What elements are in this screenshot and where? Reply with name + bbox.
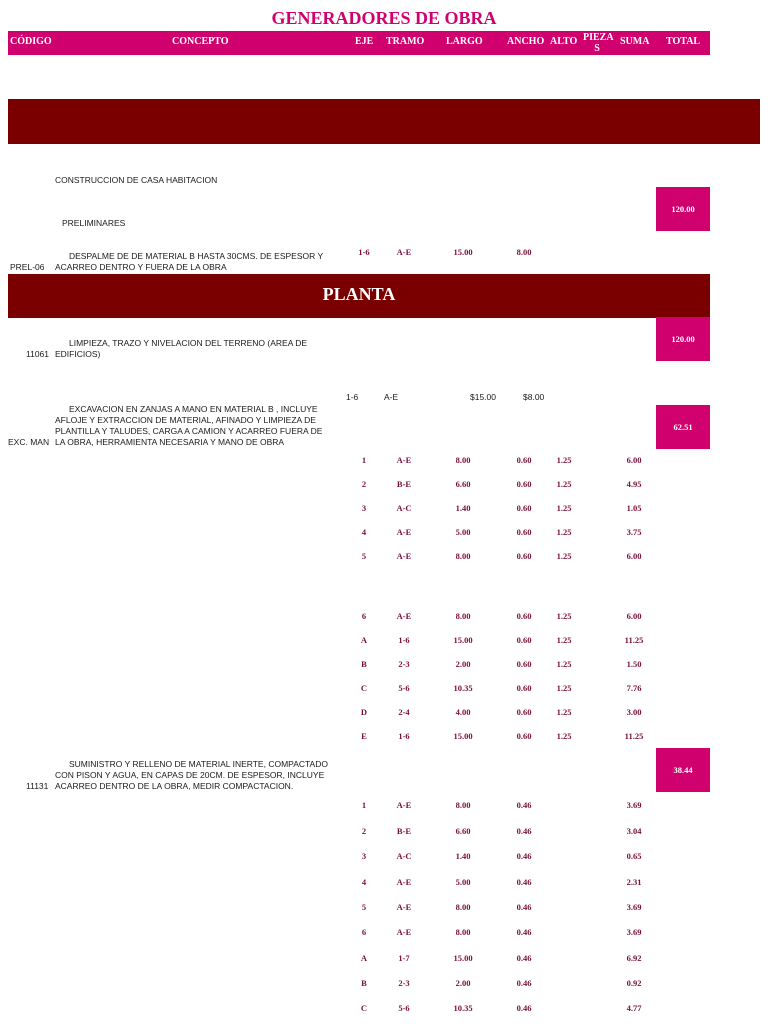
relleno-row-eje: 2 — [361, 826, 367, 836]
exc-row-largo: 10.35 — [453, 683, 473, 693]
exc-row-eje: D — [360, 707, 368, 717]
item11061-code: 11061 — [26, 349, 50, 359]
section-title: PLANTA — [322, 284, 396, 304]
relleno-row-ancho: 0.46 — [516, 902, 532, 912]
relleno-row-tramo: A-E — [396, 877, 412, 887]
relleno-row-eje: 3 — [361, 851, 367, 861]
relleno-row-eje: 6 — [361, 927, 367, 937]
exc-row-ancho: 0.60 — [516, 731, 532, 741]
exc-row-tramo: 1-6 — [398, 635, 410, 645]
exc-row-alto: 1.25 — [556, 551, 572, 561]
exc-desc-line1: EXCAVACION EN ZANJAS A MANO EN MATERIAL B , INCLUYE — [69, 404, 318, 414]
exc-row-eje: C — [360, 683, 368, 693]
relleno-row-largo: 6.60 — [455, 826, 471, 836]
prel06-desc-line2: ACARREO DENTRO Y FUERA DE LA OBRA — [55, 262, 227, 272]
relleno-row-suma: 2.31 — [626, 877, 642, 887]
relleno-row-largo: 2.00 — [455, 978, 471, 988]
exc-row-tramo: A-E — [396, 611, 412, 621]
relleno-row-ancho: 0.46 — [516, 800, 532, 810]
section-band — [8, 274, 710, 318]
relleno-row-suma: 3.69 — [626, 800, 642, 810]
exc-row-eje: 6 — [361, 611, 367, 621]
header-eje: EJE — [355, 36, 374, 47]
exc-row-alto: 1.25 — [556, 611, 572, 621]
exc-row-suma: 7.76 — [626, 683, 642, 693]
relleno-row-ancho: 0.46 — [516, 1003, 532, 1013]
exc-row-ancho: 0.60 — [516, 635, 532, 645]
exc-row-tramo: 2-3 — [398, 659, 410, 669]
relleno-row-largo: 10.35 — [453, 1003, 473, 1013]
exc-row-suma: 4.95 — [626, 479, 642, 489]
exc-row-ancho: 0.60 — [516, 683, 532, 693]
header-piezas-line2: S — [594, 43, 600, 54]
prel06-largo: 15.00 — [453, 247, 473, 257]
exc-row-alto: 1.25 — [556, 479, 572, 489]
prel06-desc-line1: DESPALME DE DE MATERIAL B HASTA 30CMS. DE ESPESOR Y — [69, 251, 324, 261]
exc-row-eje: B — [361, 659, 367, 669]
preliminares-label: PRELIMINARES — [62, 218, 126, 228]
header-concepto: CONCEPTO — [172, 36, 229, 47]
exc-row-tramo: A-E — [396, 551, 412, 561]
prel06-ancho: 8.00 — [516, 247, 532, 257]
relleno-row-eje: 1 — [361, 800, 367, 810]
relleno-row-ancho: 0.46 — [516, 953, 532, 963]
exc-row-largo: 8.00 — [455, 611, 471, 621]
exc-row-largo: 15.00 — [453, 635, 473, 645]
exc-row-tramo: B-E — [396, 479, 412, 489]
relleno-row-eje: 5 — [361, 902, 367, 912]
relleno-row-tramo: 1-7 — [398, 953, 410, 963]
item11131-code: 11131 — [26, 781, 49, 791]
exc-row-alto: 1.25 — [556, 707, 572, 717]
exc-code: EXC. MAN — [8, 437, 50, 447]
exc-row-largo: 8.00 — [455, 551, 471, 561]
exc-row-largo: 1.40 — [455, 503, 471, 513]
relleno-row-tramo: A-C — [396, 851, 412, 861]
relleno-row-tramo: 2-3 — [398, 978, 410, 988]
relleno-row-tramo: A-E — [396, 800, 412, 810]
exc-row-eje: 5 — [361, 551, 367, 561]
relleno-row-eje: B — [361, 978, 367, 988]
header-piezas-line1: PIEZA — [583, 32, 614, 43]
exc-row-ancho: 0.60 — [516, 659, 532, 669]
exc-row-ancho: 0.60 — [516, 611, 532, 621]
prel06-code: PREL-06 — [10, 262, 45, 272]
relleno-row-tramo: A-E — [396, 902, 412, 912]
header-suma: SUMA — [620, 36, 650, 47]
relleno-row-tramo: 5-6 — [398, 1003, 410, 1013]
exc-row-suma: 3.75 — [626, 527, 642, 537]
exc-row-suma: 3.00 — [626, 707, 642, 717]
relleno-row-ancho: 0.46 — [516, 927, 532, 937]
header-tramo: TRAMO — [386, 36, 425, 47]
relleno-row-ancho: 0.46 — [516, 826, 532, 836]
relleno-row-eje: A — [360, 953, 368, 963]
relleno-row-largo: 8.00 — [455, 927, 471, 937]
exc-row-eje: A — [360, 635, 368, 645]
exc-row-tramo: A-E — [396, 527, 412, 537]
prel06-tramo: A-E — [396, 247, 412, 257]
relleno-row-ancho: 0.46 — [516, 851, 532, 861]
exc-row-ancho: 0.60 — [516, 479, 532, 489]
relleno-row-suma: 0.92 — [626, 978, 642, 988]
relleno-row-largo: 1.40 — [455, 851, 471, 861]
exc-row-ancho: 0.60 — [516, 455, 532, 465]
exc-row-suma: 1.50 — [626, 659, 642, 669]
item11061-desc-line1: LIMPIEZA, TRAZO Y NIVELACION DEL TERRENO (AREA DE — [69, 338, 308, 348]
relleno-row-suma: 6.92 — [626, 953, 642, 963]
exc-row-suma: 6.00 — [626, 611, 642, 621]
exc-row-eje: 1 — [361, 455, 367, 465]
item11131-total: 38.44 — [656, 748, 710, 792]
relleno-row-suma: 3.69 — [626, 927, 642, 937]
item11131-desc-line1: SUMINISTRO Y RELLENO DE MATERIAL INERTE, COMPACTADO — [69, 759, 328, 769]
exc-row-alto: 1.25 — [556, 503, 572, 513]
header-codigo: CÓDIGO — [10, 36, 52, 47]
header-largo: LARGO — [446, 36, 483, 47]
dark-band — [8, 99, 760, 144]
item11061-eje: 1-6 — [346, 392, 359, 402]
relleno-row-largo: 15.00 — [453, 953, 473, 963]
item11061-tramo: A-E — [384, 392, 399, 402]
relleno-row-eje: 4 — [361, 877, 367, 887]
exc-row-suma: 6.00 — [626, 455, 642, 465]
exc-row-alto: 1.25 — [556, 659, 572, 669]
exc-row-alto: 1.25 — [556, 455, 572, 465]
relleno-row-eje: C — [360, 1003, 368, 1013]
header-ancho: ANCHO — [507, 36, 545, 47]
exc-row-ancho: 0.60 — [516, 503, 532, 513]
item11061-desc-line2: EDIFICIOS) — [55, 349, 101, 359]
exc-row-largo: 6.60 — [455, 479, 471, 489]
item11061-ancho: $8.00 — [523, 392, 545, 402]
exc-row-alto: 1.25 — [556, 731, 572, 741]
project-name: CONSTRUCCION DE CASA HABITACION — [55, 175, 218, 185]
relleno-row-largo: 5.00 — [455, 877, 471, 887]
exc-row-eje: 3 — [361, 503, 367, 513]
page-title: GENERADORES DE OBRA — [271, 8, 497, 28]
exc-desc-line2: AFLOJE Y EXTRACCION DE MATERIAL, AFINADO Y LIMPIEZA DE — [55, 415, 316, 425]
prel06-eje: 1-6 — [358, 247, 370, 257]
exc-row-eje: E — [361, 731, 367, 741]
exc-row-suma: 1.05 — [626, 503, 642, 513]
item11131-desc-line3: ACARREO DENTRO DE LA OBRA, MEDIR COMPACTACION. — [55, 781, 294, 791]
exc-row-tramo: 2-4 — [398, 707, 410, 717]
relleno-row-suma: 4.77 — [626, 1003, 642, 1013]
exc-row-alto: 1.25 — [556, 683, 572, 693]
exc-row-ancho: 0.60 — [516, 707, 532, 717]
relleno-row-suma: 3.04 — [626, 826, 642, 836]
exc-row-suma: 11.25 — [624, 731, 644, 741]
preliminares-total: 120.00 — [656, 187, 710, 231]
item11131-desc-line2: CON PISON Y AGUA, EN CAPAS DE 20CM. DE ESPESOR, INCLUYE — [55, 770, 325, 780]
relleno-row-suma: 3.69 — [626, 902, 642, 912]
exc-row-eje: 2 — [361, 479, 367, 489]
item11061-largo: $15.00 — [470, 392, 496, 402]
relleno-row-tramo: A-E — [396, 927, 412, 937]
header-piezas — [583, 32, 614, 54]
header-total: TOTAL — [666, 36, 701, 47]
exc-row-tramo: A-E — [396, 455, 412, 465]
exc-row-suma: 6.00 — [626, 551, 642, 561]
exc-desc-line3: PLANTILLA Y TALUDES, CARGA A CAMION Y ACARREO FUERA DE — [55, 426, 323, 436]
exc-row-largo: 2.00 — [455, 659, 471, 669]
exc-row-tramo: 1-6 — [398, 731, 410, 741]
exc-row-tramo: 5-6 — [398, 683, 410, 693]
exc-row-largo: 5.00 — [455, 527, 471, 537]
item11061-total: 120.00 — [656, 317, 710, 361]
exc-row-largo: 8.00 — [455, 455, 471, 465]
exc-row-suma: 11.25 — [624, 635, 644, 645]
exc-row-alto: 1.25 — [556, 635, 572, 645]
relleno-row-tramo: B-E — [396, 826, 412, 836]
exc-row-tramo: A-C — [396, 503, 412, 513]
exc-row-largo: 15.00 — [453, 731, 473, 741]
relleno-row-suma: 0.65 — [626, 851, 642, 861]
header-alto: ALTO — [550, 36, 578, 47]
relleno-row-ancho: 0.46 — [516, 978, 532, 988]
exc-row-largo: 4.00 — [455, 707, 471, 717]
exc-total: 62.51 — [656, 405, 710, 449]
relleno-row-ancho: 0.46 — [516, 877, 532, 887]
exc-desc-line4: LA OBRA, HERRAMIENTA NECESARIA Y MANO DE OBRA — [55, 437, 285, 447]
exc-row-alto: 1.25 — [556, 527, 572, 537]
exc-row-ancho: 0.60 — [516, 551, 532, 561]
relleno-row-largo: 8.00 — [455, 902, 471, 912]
relleno-row-largo: 8.00 — [455, 800, 471, 810]
exc-row-ancho: 0.60 — [516, 527, 532, 537]
exc-row-eje: 4 — [361, 527, 367, 537]
